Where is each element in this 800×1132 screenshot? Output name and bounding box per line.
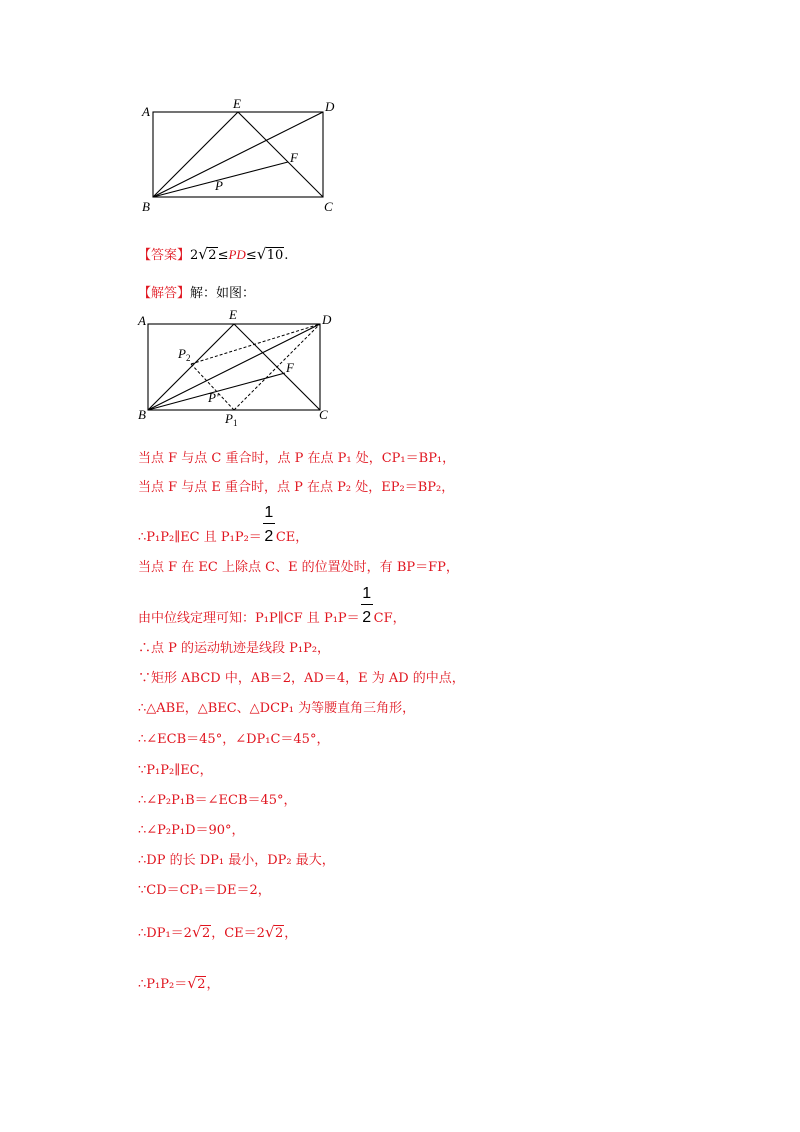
label-b: B	[142, 199, 150, 214]
label-e-2: E	[229, 307, 237, 322]
segment-bd-2	[148, 324, 320, 410]
label-p-prime: P'	[208, 390, 219, 405]
answer-end: .	[284, 248, 289, 263]
solution-line-11: ∴∠P₂P₁B＝∠ECB＝45°，	[138, 793, 297, 808]
label-a-2: A	[138, 313, 146, 328]
label-b-2: B	[138, 407, 146, 422]
solution-line-12: ∴∠P₂P₁D＝90°，	[138, 823, 245, 838]
label-d: D	[325, 99, 335, 114]
solution-line-10: ∵P₁P₂∥EC，	[138, 763, 213, 778]
fraction-half-1: $\frac{1}{2}$	[264, 504, 274, 545]
segment-ec	[238, 112, 323, 197]
solution-line-1: 当点 F 与点 C 重合时，点 P 在点 P₁ 处，CP₁＝BP₁，	[138, 451, 456, 466]
fraction-half-2: $\frac{1}{2}$	[362, 585, 372, 626]
label-p2: $P_2$	[178, 346, 191, 363]
segment-be	[153, 112, 238, 197]
sqrt-10: √ 10	[257, 247, 285, 265]
label-e: E	[233, 96, 241, 111]
solution-line-16: ∴P₁P₂＝√ 2，	[138, 976, 220, 994]
solution-line-6: ∴点 P 的运动轨迹是线段 P₁P₂，	[138, 641, 331, 656]
leq-1: ≤	[217, 248, 229, 263]
solution-line-7: ∵矩形 ABCD 中，AB＝2，AD＝4，E 为 AD 的中点，	[138, 671, 465, 686]
solution-line-13: ∴DP 的长 DP₁ 最小，DP₂ 最大，	[138, 853, 335, 868]
label-c: C	[324, 199, 333, 214]
segment-be-2	[148, 324, 234, 410]
solution-intro: 解：如图：	[190, 286, 256, 301]
answer-label: 【答案】	[138, 248, 191, 263]
solution-line-2: 当点 F 与点 E 重合时，点 P 在点 P₂ 处，EP₂＝BP₂，	[138, 480, 455, 495]
solution-line-4: 当点 F 在 EC 上除点 C、E 的位置处时，有 BP＝FP，	[138, 560, 459, 575]
label-d-2: D	[322, 312, 332, 327]
label-p1: $P_1$	[225, 411, 238, 428]
solution-label: 【解答】	[138, 286, 191, 301]
solution-line-9: ∴∠ECB＝45°，∠DP₁C＝45°，	[138, 732, 330, 747]
answer-line	[138, 246, 288, 265]
dashed-p2d	[191, 324, 320, 364]
solution-line-8: ∴△ABE，△BEC、△DCP₁ 为等腰直角三角形，	[138, 701, 416, 716]
label-f-2: F	[286, 360, 294, 375]
solution-line-3: ∴P₁P₂∥EC 且 P₁P₂＝ $\frac{1}{2}CE$，	[138, 504, 309, 545]
label-p: P	[215, 178, 223, 193]
label-c-2: C	[319, 407, 328, 422]
figure-rectangle-abcd	[130, 92, 350, 222]
solution-line-5: 由中位线定理可知：P₁P∥CF 且 P₁P＝ $\frac{1}{2}CF$，	[138, 585, 406, 626]
solution-line-14: ∵CD＝CP₁＝DE＝2，	[138, 883, 271, 898]
figure-solution-diagram	[130, 305, 350, 430]
sqrt-2-c: √ 2	[187, 976, 206, 994]
label-f: F	[290, 150, 298, 165]
solution-line-15: ∴DP₁＝2√ 2，CE＝2√ 2，	[138, 925, 297, 943]
answer-var: PD	[228, 247, 246, 262]
sqrt-2-a: √ 2	[192, 925, 211, 943]
answer-coef: 2	[190, 248, 199, 263]
leq-2: ≤	[245, 248, 257, 263]
sqrt-2-b: √ 2	[265, 925, 284, 943]
sqrt-2: √ 2	[198, 247, 217, 265]
label-a: A	[142, 104, 150, 119]
solution-header	[138, 285, 255, 303]
